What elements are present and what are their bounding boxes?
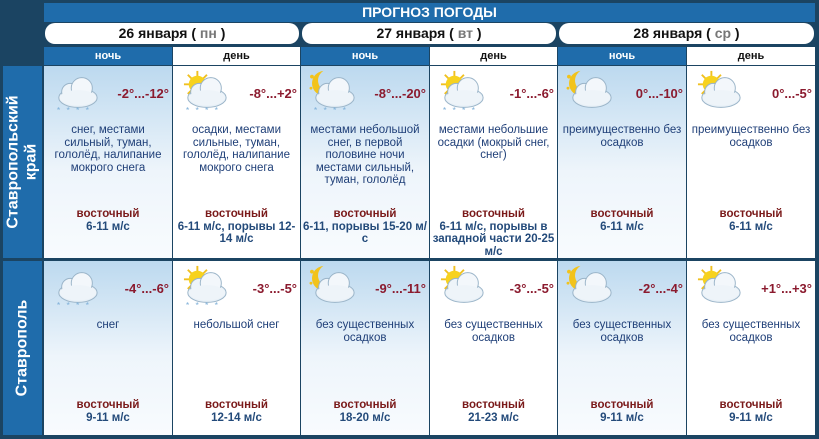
weather-description: без существенных осадков [701, 319, 801, 344]
temperature: -4°...-6° [124, 281, 169, 296]
date-label: 27 января ( [376, 25, 454, 41]
wind-speed: 9-11 м/с [600, 411, 644, 424]
sun-cloud-snow-icon [177, 69, 235, 115]
date-header [302, 23, 556, 44]
svg-text:*: * [462, 105, 466, 115]
sun-cloud-icon [691, 264, 749, 310]
wind-info [432, 208, 555, 258]
date-close: ) [220, 25, 226, 41]
weather-description: небольшой снег [193, 319, 280, 331]
sun-cloud-snow-icon [434, 69, 492, 115]
wind-info [432, 399, 555, 424]
date-close: ) [734, 25, 740, 41]
forecast-cell [173, 66, 300, 258]
temperature: -8°...+2° [249, 86, 297, 101]
period-header-day: день [173, 47, 300, 65]
date-label: 28 января ( [633, 25, 711, 41]
weekday-label: ср [714, 25, 732, 41]
svg-text:*: * [56, 105, 61, 115]
svg-text:*: * [76, 300, 80, 310]
cloud-snow-icon [48, 264, 106, 310]
wind-direction: восточный [76, 208, 140, 220]
forecast-cell [44, 66, 172, 258]
svg-text:*: * [452, 105, 456, 115]
svg-text:*: * [333, 105, 337, 115]
date-label: 26 января ( [118, 25, 196, 41]
wind-speed: 12-14 м/с [211, 411, 262, 424]
svg-text:*: * [471, 105, 475, 115]
svg-text:*: * [442, 105, 447, 115]
svg-text:*: * [313, 105, 318, 115]
region-label [3, 66, 42, 258]
weekday-label: вт [457, 25, 473, 41]
wind-info [560, 399, 684, 424]
forecast-cell [687, 261, 815, 435]
svg-text:*: * [342, 105, 346, 115]
temperature: -3°...-5° [252, 281, 297, 296]
weather-description: преимущественно без осадков [691, 124, 811, 149]
period-header-day: день [430, 47, 557, 65]
sun-cloud-snow-icon [177, 264, 235, 310]
forecast-cell [687, 66, 815, 258]
weather-description: снег [96, 319, 120, 331]
svg-text:*: * [214, 105, 218, 115]
wind-direction: восточный [590, 399, 654, 411]
svg-text:*: * [205, 105, 209, 115]
date-header [559, 23, 814, 44]
wind-speed: 6-11 м/с [600, 220, 644, 233]
weather-description: без существенных осадков [444, 319, 543, 344]
date-close: ) [476, 25, 482, 41]
forecast-cell [301, 66, 429, 258]
weather-description: снег, местами сильный, туман, гололёд, налипание мокрого снега [54, 124, 162, 174]
wind-direction: восточный [205, 208, 268, 220]
forecast-cell [558, 261, 686, 435]
wind-direction: восточный [719, 399, 783, 411]
svg-text:*: * [66, 300, 70, 310]
wind-speed: 21-23 м/с [468, 411, 519, 424]
wind-info [175, 208, 298, 246]
wind-speed: 18-20 м/с [339, 411, 391, 424]
temperature: -8°...-20° [374, 86, 426, 101]
wind-info [46, 399, 170, 424]
temperature: -1°...-6° [509, 86, 554, 101]
wind-direction: восточный [462, 399, 525, 411]
sun-cloud-icon [691, 69, 749, 115]
wind-info [689, 208, 813, 233]
region-name: Ставропольский край [4, 95, 40, 229]
temperature: +1°...+3° [761, 281, 812, 296]
period-header-night: ночь [301, 47, 429, 65]
svg-text:*: * [214, 300, 218, 310]
period-header-day: день [687, 47, 815, 65]
wind-info [303, 208, 427, 246]
weather-description: местами небольшие осадки (мокрый снег, снег) [437, 124, 550, 161]
wind-info [46, 208, 170, 233]
wind-speed: 6-11, порывы 15-20 м/с [303, 220, 427, 245]
weather-description: без существенных осадков [315, 319, 415, 344]
svg-text:*: * [66, 105, 70, 115]
wind-direction: восточный [76, 399, 140, 411]
svg-text:*: * [185, 300, 190, 310]
cloud-snow-icon [48, 69, 106, 115]
temperature: -9°...-11° [375, 281, 426, 296]
moon-cloud-snow-icon [305, 69, 363, 115]
svg-text:*: * [185, 105, 190, 115]
wind-speed: 6-11 м/с [86, 220, 130, 233]
wind-info [689, 399, 813, 424]
moon-cloud-icon [562, 69, 620, 115]
forecast-cell [301, 261, 429, 435]
date-header [45, 23, 299, 44]
wind-speed: 9-11 м/с [86, 411, 130, 424]
svg-text:*: * [205, 300, 209, 310]
svg-text:*: * [195, 105, 199, 115]
wind-direction: восточный [333, 208, 397, 220]
wind-speed: 6-11 м/с, порывы 12-14 м/с [177, 220, 296, 245]
wind-direction: восточный [205, 399, 268, 411]
svg-text:*: * [195, 300, 199, 310]
wind-speed: 9-11 м/с [729, 411, 773, 424]
temperature: -2°...-4° [638, 281, 683, 296]
wind-info [303, 399, 427, 424]
temperature: 0°...-5° [771, 86, 812, 101]
period-header-night: ночь [44, 47, 172, 65]
wind-info [175, 399, 298, 424]
forecast-cell [44, 261, 172, 435]
weather-description: местами небольшой снег, в первой половине ночи местами сильный, туман, гололёд [310, 124, 420, 186]
forecast-title: ПРОГНОЗ ПОГОДЫ [44, 3, 815, 22]
region-name: Ставрополь [13, 299, 31, 397]
wind-info [560, 208, 684, 233]
weather-description: без существенных осадков [572, 319, 672, 344]
wind-speed: 6-11 м/с [729, 220, 773, 233]
weather-description: осадки, местами сильные, туман, гололёд, налипание мокрого снега [183, 124, 290, 174]
svg-text:*: * [76, 105, 80, 115]
temperature: -3°...-5° [509, 281, 554, 296]
forecast-cell [173, 261, 300, 435]
forecast-cell [430, 261, 557, 435]
forecast-cell [558, 66, 686, 258]
weekday-label: пн [199, 25, 217, 41]
weather-description: преимущественно без осадков [562, 124, 682, 149]
region-label [3, 261, 42, 435]
sun-cloud-icon [434, 264, 492, 310]
moon-cloud-icon [305, 264, 363, 310]
moon-cloud-icon [562, 264, 620, 310]
wind-speed: 6-11 м/с, порывы в западной части 20-25 м/с [432, 220, 555, 258]
temperature: -2°...-12° [117, 86, 169, 101]
wind-direction: восточный [462, 208, 525, 220]
svg-text:*: * [85, 300, 89, 310]
wind-direction: восточный [719, 208, 783, 220]
svg-text:*: * [323, 105, 327, 115]
wind-direction: восточный [590, 208, 654, 220]
temperature: 0°...-10° [635, 86, 683, 101]
period-header-night: ночь [558, 47, 686, 65]
svg-text:*: * [85, 105, 89, 115]
wind-direction: восточный [333, 399, 397, 411]
forecast-cell [430, 66, 557, 258]
svg-text:*: * [56, 300, 61, 310]
